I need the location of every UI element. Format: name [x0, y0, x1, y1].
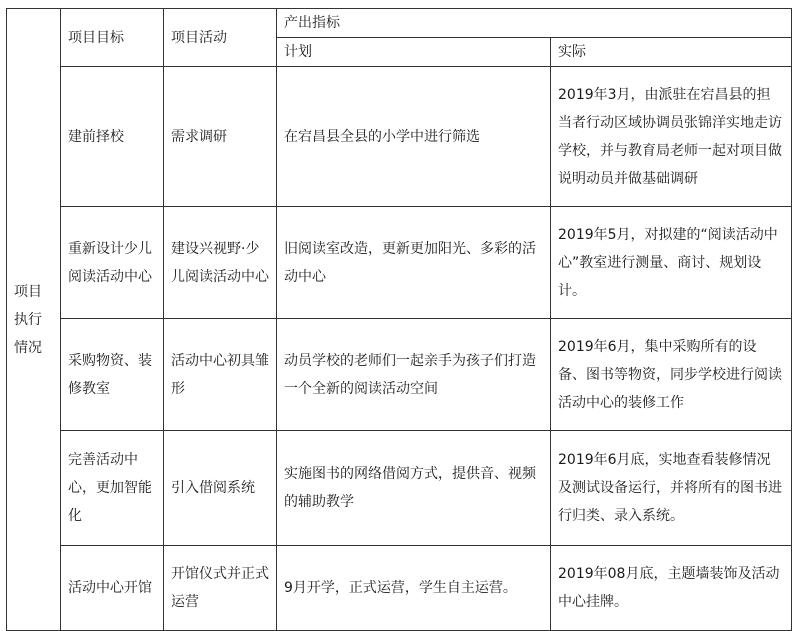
table-row [7, 207, 792, 319]
table-row [7, 319, 792, 431]
cell-actual: 2019年3月，由派驻在宕昌县的担当者行动区域协调员张锦洋实地走访学校，并与教育局老师一起对项目做说明动员并做基础调研 [551, 67, 792, 207]
cell-plan: 动员学校的老师们一起亲手为孩子们打造一个全新的阅读活动空间 [277, 319, 551, 431]
cell-activity: 需求调研 [164, 67, 277, 207]
header-plan [277, 38, 551, 67]
side-label: 项目执行情况 [14, 283, 42, 356]
cell-plan: 旧阅读室改造，更新更加阳光、多彩的活动中心 [277, 207, 551, 319]
cell-goal: 完善活动中心，更加智能化 [61, 431, 164, 546]
cell-plan: 9月开学，正式运营，学生自主运营。 [277, 546, 551, 631]
cell-activity: 活动中心初具雏形 [164, 319, 277, 431]
header-row-top [7, 9, 792, 38]
header-activity-label: 项目活动 [171, 29, 227, 46]
cell-activity: 开馆仪式并正式运营 [164, 546, 277, 631]
side-label-cell [7, 9, 61, 631]
cell-actual: 2019年5月，对拟建的“阅读活动中心”教室进行测量、商讨、规划设计。 [551, 207, 792, 319]
cell-actual: 2019年6月，集中采购所有的设备、图书等物资，同步学校进行阅读活动中心的装修工作 [551, 319, 792, 431]
cell-plan: 在宕昌县全县的小学中进行筛选 [277, 67, 551, 207]
cell-activity: 引入借阅系统 [164, 431, 277, 546]
header-goal [61, 9, 164, 67]
table-row [7, 431, 792, 546]
cell-goal: 重新设计少儿阅读活动中心 [61, 207, 164, 319]
header-actual [551, 38, 792, 67]
header-plan-label: 计划 [284, 44, 312, 60]
cell-activity: 建设兴视野·少儿阅读活动中心 [164, 207, 277, 319]
cell-plan: 实施图书的网络借阅方式，提供音、视频的辅助教学 [277, 431, 551, 546]
header-output [277, 9, 792, 38]
project-execution-table [6, 8, 792, 631]
cell-actual: 2019年6月底，实地查看装修情况及测试设备运行，并将所有的图书进行归类、录入系统。 [551, 431, 792, 546]
cell-goal: 采购物资、装修教室 [61, 319, 164, 431]
header-activity [164, 9, 277, 67]
header-output-label: 产出指标 [284, 15, 340, 31]
header-goal-label: 项目目标 [68, 29, 124, 46]
cell-goal: 活动中心开馆 [61, 546, 164, 631]
table-row [7, 546, 792, 631]
header-actual-label: 实际 [558, 44, 586, 60]
cell-goal: 建前择校 [61, 67, 164, 207]
cell-actual: 2019年08月底，主题墙装饰及活动中心挂牌。 [551, 546, 792, 631]
table-row [7, 67, 792, 207]
